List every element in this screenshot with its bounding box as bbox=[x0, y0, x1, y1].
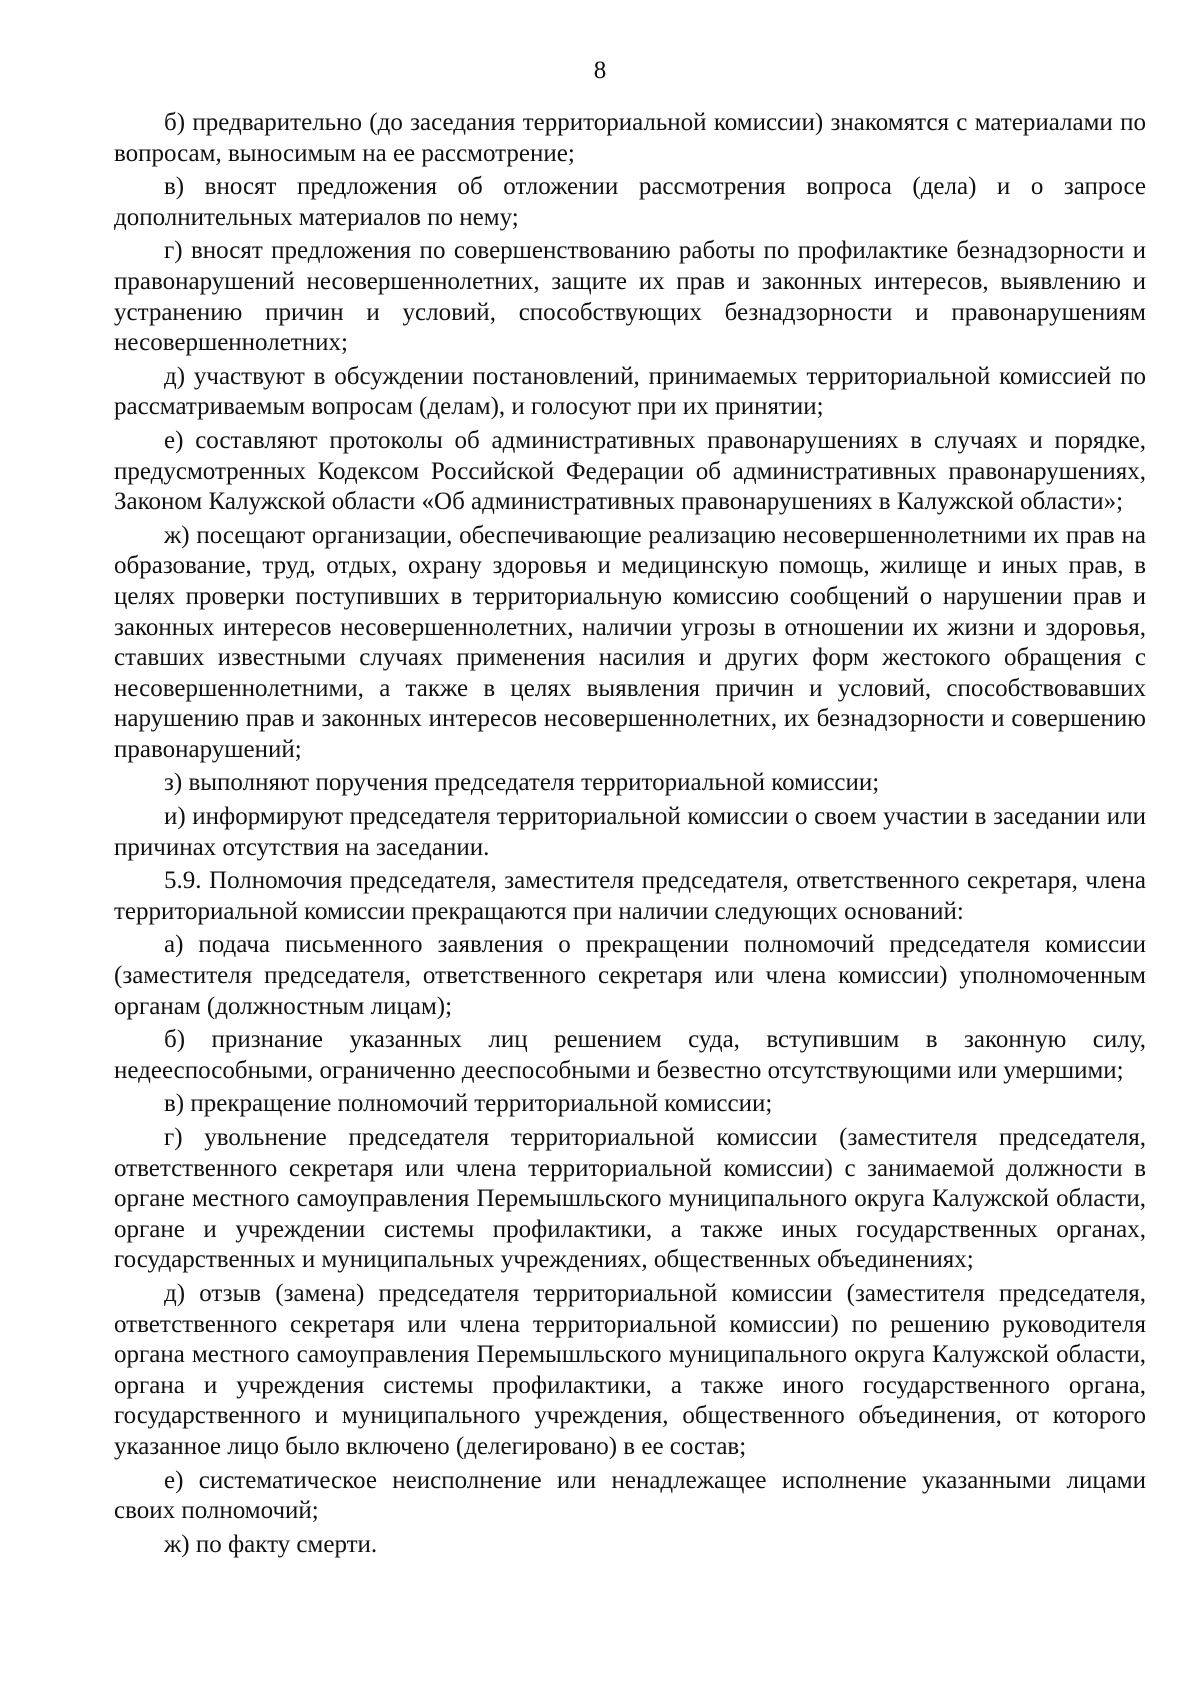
page-number: 8 bbox=[593, 57, 607, 84]
section-5-9-termination: 5.9. Полномочия председателя, заместителя председателя, ответственного секретаря, члена территориальной комиссии прекращаются при наличии следующих оснований: bbox=[114, 867, 1146, 925]
paragraph-e-protocols: е) составляют протоколы об административных правонарушениях в случаях и порядке, предусмотренных Кодексом Российской Федерации об административных правонарушениях, Законом Калужской области «Об административных правонарушениях в Калужской области»; bbox=[114, 426, 1146, 516]
paragraph-g-dismissal: г) увольнение председателя территориальной комиссии (заместителя председателя, ответственного секретаря или члена территориальной комиссии) с занимаемой должности в органе местного самоуправления Перемышльского муниципального округа Калужской области, органе и учреждении системы профилактики, а также иных государственных органах, государственных и муниципальных учреждениях, общественных объединениях; bbox=[114, 1124, 1146, 1274]
paragraph-d-recall: д) отзыв (замена) председателя территориальной комиссии (заместителя председателя, ответственного секретаря или члена территориальной комиссии) по решению руководителя органа местного самоуправления Перемышльского муниципального округа Калужской области, органа и учреждения системы профилактики, а также иного государственного органа, государственного и муниципального учреждения, общественного объединения, от которого указанное лицо было включено (делегировано) в ее состав; bbox=[114, 1279, 1146, 1460]
paragraph-e-nonperformance: е) систематическое неисполнение или ненадлежащее исполнение указанными лицами своих полномочий; bbox=[114, 1466, 1146, 1525]
document-body bbox=[114, 108, 1146, 1563]
paragraph-zh-visit-organizations: ж) посещают организации, обеспечивающие реализацию несовершеннолетними их прав на образование, труд, отдых, охрану здоровья и медицинскую помощь, жилище и иных прав, в целях проверки поступивших в территориальную комиссию сообщений о нарушении прав и законных интересов несовершеннолетних, наличии угрозы в отношении их жизни и здоровья, ставших известными случаях применения насилия и других форм жестокого обращения с несовершеннолетними, а также в целях выявления причин и условий, способствовавших нарушению прав и законных интересов несовершеннолетних, их безнадзорности и совершению правонарушений; bbox=[114, 521, 1146, 763]
paragraph-zh-death: ж) по факту смерти. bbox=[164, 1530, 378, 1558]
paragraph-a-written-application: а) подача письменного заявления о прекращении полномочий председателя комиссии (заместителя председателя, ответственного секретаря или члена комиссии) уполномоченным органам (должностным лицам); bbox=[114, 931, 1146, 1020]
paragraph-v-commission-termination: в) прекращение полномочий территориальной комиссии; bbox=[164, 1090, 773, 1118]
paragraph-i-inform-chairman: и) информируют председателя территориальной комиссии о своем участии в заседании или причинах отсутствия на заседании. bbox=[114, 803, 1146, 861]
paragraph-v-postpone-proposals: в) вносят предложения об отложении рассмотрения вопроса (дела) и о запросе дополнительных материалов по нему; bbox=[114, 173, 1146, 231]
paragraph-b-members-review: б) предварительно (до заседания территориальной комиссии) знакомятся с материалами по вопросам, выносимым на ее рассмотрение; bbox=[114, 109, 1146, 167]
paragraph-b-court-decision: б) признание указанных лиц решением суда, вступившим в законную силу, недееспособными, ограниченно дееспособными и безвестно отсутствующими или умершими; bbox=[114, 1026, 1146, 1084]
paragraph-g-improvement-proposals: г) вносят предложения по совершенствованию работы по профилактике безнадзорности и правонарушений несовершеннолетних, защите их прав и законных интересов, выявлению и устранению причин и условий, способствующих безнадзорности и правонарушениям несовершеннолетних; bbox=[114, 237, 1146, 357]
paragraph-d-discussion-voting: д) участвуют в обсуждении постановлений, принимаемых территориальной комиссией по рассматриваемым вопросам (делам), и голосуют при их принятии; bbox=[114, 362, 1146, 421]
paragraph-z-chairman-orders: з) выполняют поручения председателя территориальной комиссии; bbox=[164, 769, 880, 797]
